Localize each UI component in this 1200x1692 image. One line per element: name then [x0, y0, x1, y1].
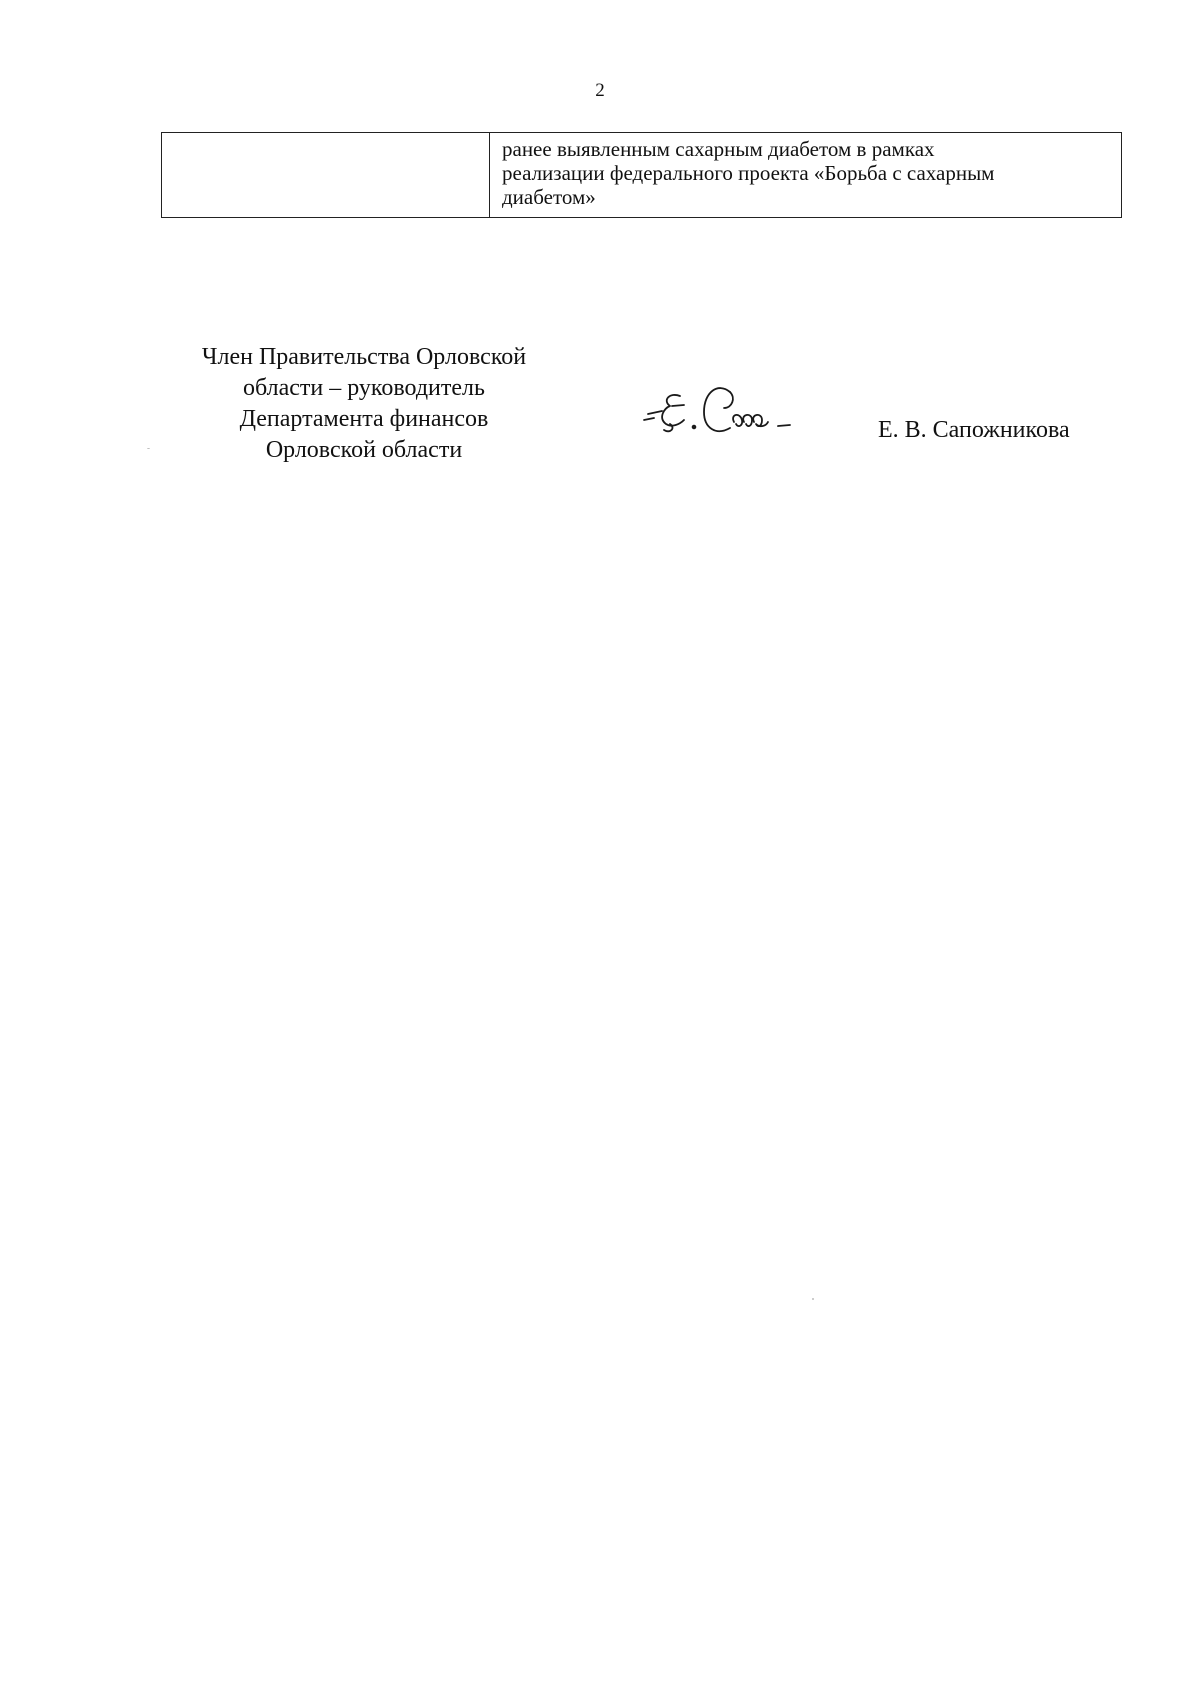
position-line-3: Департамента финансов: [239, 406, 489, 432]
scan-speck: [812, 1298, 814, 1300]
cell-text-line-2: реализации федерального проекта «Борьба с сахарным: [502, 161, 995, 185]
continued-table: [161, 132, 1122, 218]
signatory-position: [160, 342, 568, 466]
page-number: 2: [595, 80, 605, 101]
table-cell-text: [490, 133, 1122, 218]
cell-text-line-3: диабетом»: [502, 185, 596, 209]
position-line-4: Орловской области: [265, 437, 463, 463]
scan-speck: [147, 448, 150, 449]
table-cell-empty: [162, 133, 490, 218]
handwritten-signature: [640, 378, 830, 460]
table-row: [162, 133, 1122, 218]
signer-name: Е. В. Сапожникова: [878, 417, 1070, 443]
position-line-1: Член Правительства Орловской: [201, 344, 527, 370]
cell-text-line-1: ранее выявленным сахарным диабетом в рамках: [502, 137, 935, 161]
position-line-2: области – руководитель: [243, 375, 485, 401]
